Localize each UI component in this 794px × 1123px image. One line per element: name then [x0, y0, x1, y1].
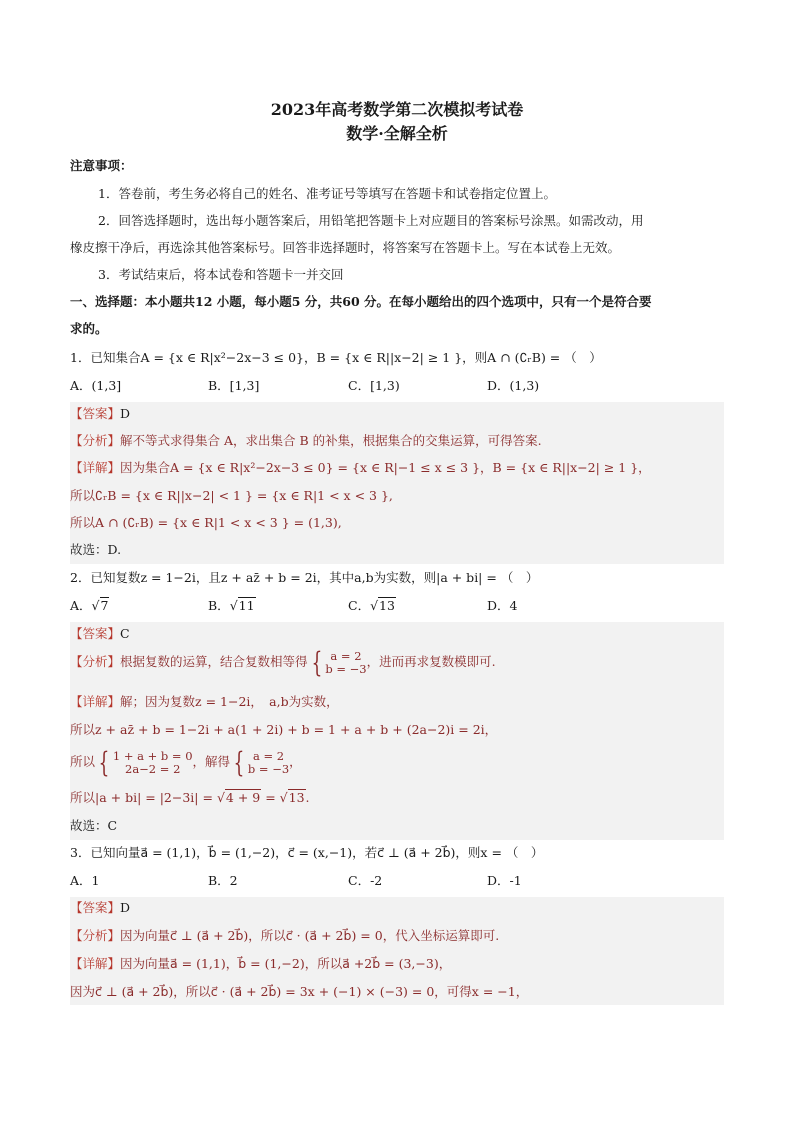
q2-option-c: C．√13	[348, 596, 396, 616]
notice-2-cont: 橡皮擦干净后，再选涂其他答案标号。回答非选择题时，将答案写在答题卡上。写在本试卷上无效。	[70, 240, 621, 255]
section-heading: 一、选择题：本小题共12 小题，每小题5 分，共60 分。在每小题给出的四个选项中，只有一个是符合要	[70, 294, 652, 309]
solution-system: { a = 2 b = −3	[233, 745, 290, 779]
q2-stem: 2．已知复数z = 1−2i，且z + az̄ + b = 2i，其中a,b为实数，则|a + bi| = （ ）	[70, 570, 539, 585]
page-title: 2023年高考数学第二次模拟考试卷	[270, 100, 524, 119]
analysis-label: 【分析】	[70, 928, 121, 943]
q3-stem: 3．已知向量a⃗ = (1,1)，b⃗ = (1,−2)，c⃗ = (x,−1)，若c⃗ ⊥ (a⃗ + 2b⃗)，则x = （ ）	[70, 845, 544, 860]
q1-option-a: A．(1,3]	[70, 378, 122, 393]
q2-detail-3: 所以 { 1 + a + b = 0 2a−2 = 2 ，解得 { a = 2 b = −3 ，	[70, 745, 302, 779]
q1-detail-4: 故选：D.	[70, 542, 122, 557]
analysis-label: 【分析】	[70, 654, 121, 669]
equation-system: { 1 + a + b = 0 2a−2 = 2	[98, 745, 193, 779]
notice-1: 1．答卷前，考生务必将自己的姓名、准考证号等填写在答题卡和试卷指定位置上。	[98, 186, 556, 201]
sqrt-13: √13	[279, 790, 305, 805]
q1-answer-value: D	[120, 406, 131, 421]
q3-analysis	[70, 926, 499, 946]
notice-heading: 注意事项：	[70, 158, 133, 173]
q3-option-a: A．1	[70, 873, 100, 888]
q3-detail-text: 因为向量a⃗ = (1,1)，b⃗ = (1,−2)，所以a⃗ +2b⃗ = (3,−3)，	[120, 956, 452, 971]
q2-detail-5: 故选：C	[70, 818, 118, 833]
page-subtitle: 数学·全解全析	[346, 124, 448, 143]
sqrt-11: √11	[229, 598, 255, 613]
q3-answer	[70, 898, 130, 918]
q2-answer-value: C	[120, 626, 130, 641]
q1-solution-block	[70, 402, 724, 564]
q1-analysis	[70, 431, 542, 451]
section-heading-cont: 求的。	[70, 321, 108, 336]
q1-option-b: B．[1,3]	[208, 378, 260, 393]
q2-analysis-pre: 根据复数的运算，结合复数相等得	[120, 654, 308, 669]
answer-label: 【答案】	[70, 626, 121, 641]
q2-option-a: A．√7	[70, 596, 109, 616]
q3-option-b: B．2	[208, 873, 238, 888]
q2-detail-2: 所以z + az̄ + b = 1−2i + a(1 + 2i) + b = 1 + a + b + (2a−2)i = 2i，	[70, 722, 498, 737]
q2-detail-text: 解；因为复数z = 1−2i， a,b为实数，	[120, 694, 339, 709]
q2-option-b: B．√11	[208, 596, 256, 616]
q1-option-c: C．[1,3)	[348, 378, 400, 393]
q1-option-d: D．(1,3)	[487, 378, 540, 393]
q3-analysis-text: 因为向量c⃗ ⊥ (a⃗ + 2b⃗)，所以c⃗ · (a⃗ + 2b⃗) = 0，代入坐标运算即可.	[120, 928, 500, 943]
notice-2: 2．回答选择题时，选出每小题答案后，用铅笔把答题卡上对应题目的答案标号涂黑。如需改动，用	[98, 213, 644, 228]
q2-detail-4: 所以|a + bi| = |2−3i| = √4 + 9 = √13.	[70, 788, 310, 808]
q3-option-c: C．-2	[348, 873, 383, 888]
q1-answer	[70, 404, 130, 424]
q1-analysis-text: 解不等式求得集合 A，求出集合 B 的补集，根据集合的交集运算，可得答案.	[120, 433, 542, 448]
q2-analysis	[70, 645, 496, 679]
equation-system: { a = 2 b = −3	[311, 645, 367, 679]
answer-label: 【答案】	[70, 406, 121, 421]
q3-option-d: D．-1	[487, 873, 522, 888]
q2-answer	[70, 624, 130, 644]
detail-label: 【详解】	[70, 956, 121, 971]
detail-label: 【详解】	[70, 694, 121, 709]
q1-stem: 1．已知集合A = {x ∈ R|x²−2x−3 ≤ 0}，B = {x ∈ R||x−2| ≥ 1 }，则A ∩ (∁ᵣB) = （ ）	[70, 350, 602, 365]
q2-option-d: D．4	[487, 598, 518, 613]
q3-detail-1	[70, 954, 451, 974]
q1-detail-3: 所以A ∩ (∁ᵣB) = {x ∈ R|1 < x < 3 } = (1,3),	[70, 515, 342, 530]
q2-detail-1	[70, 692, 339, 712]
detail-label: 【详解】	[70, 460, 121, 475]
q2-analysis-post: ，进而再求复数模即可.	[366, 654, 496, 669]
answer-label: 【答案】	[70, 900, 121, 915]
q1-detail-text: 因为集合A = {x ∈ R|x²−2x−3 ≤ 0} = {x ∈ R|−1 ≤ x ≤ 3 }，B = {x ∈ R||x−2| ≥ 1 }，	[120, 460, 651, 475]
q3-answer-value: D	[120, 900, 131, 915]
q1-detail-2: 所以∁ᵣB = {x ∈ R||x−2| < 1 } = {x ∈ R|1 < x < 3 },	[70, 488, 393, 503]
sqrt-expression: √4 + 9	[216, 790, 261, 805]
analysis-label: 【分析】	[70, 433, 121, 448]
sqrt-7: √7	[91, 598, 109, 613]
q3-detail-2: 因为c⃗ ⊥ (a⃗ + 2b⃗)，所以c⃗ · (a⃗ + 2b⃗) = 3x + (−1) × (−3) = 0，可得x = −1，	[70, 984, 529, 999]
q1-detail-1	[70, 458, 651, 478]
sqrt-13: √13	[370, 598, 395, 613]
notice-3: 3．考试结束后，将本试卷和答题卡一并交回	[98, 267, 344, 282]
